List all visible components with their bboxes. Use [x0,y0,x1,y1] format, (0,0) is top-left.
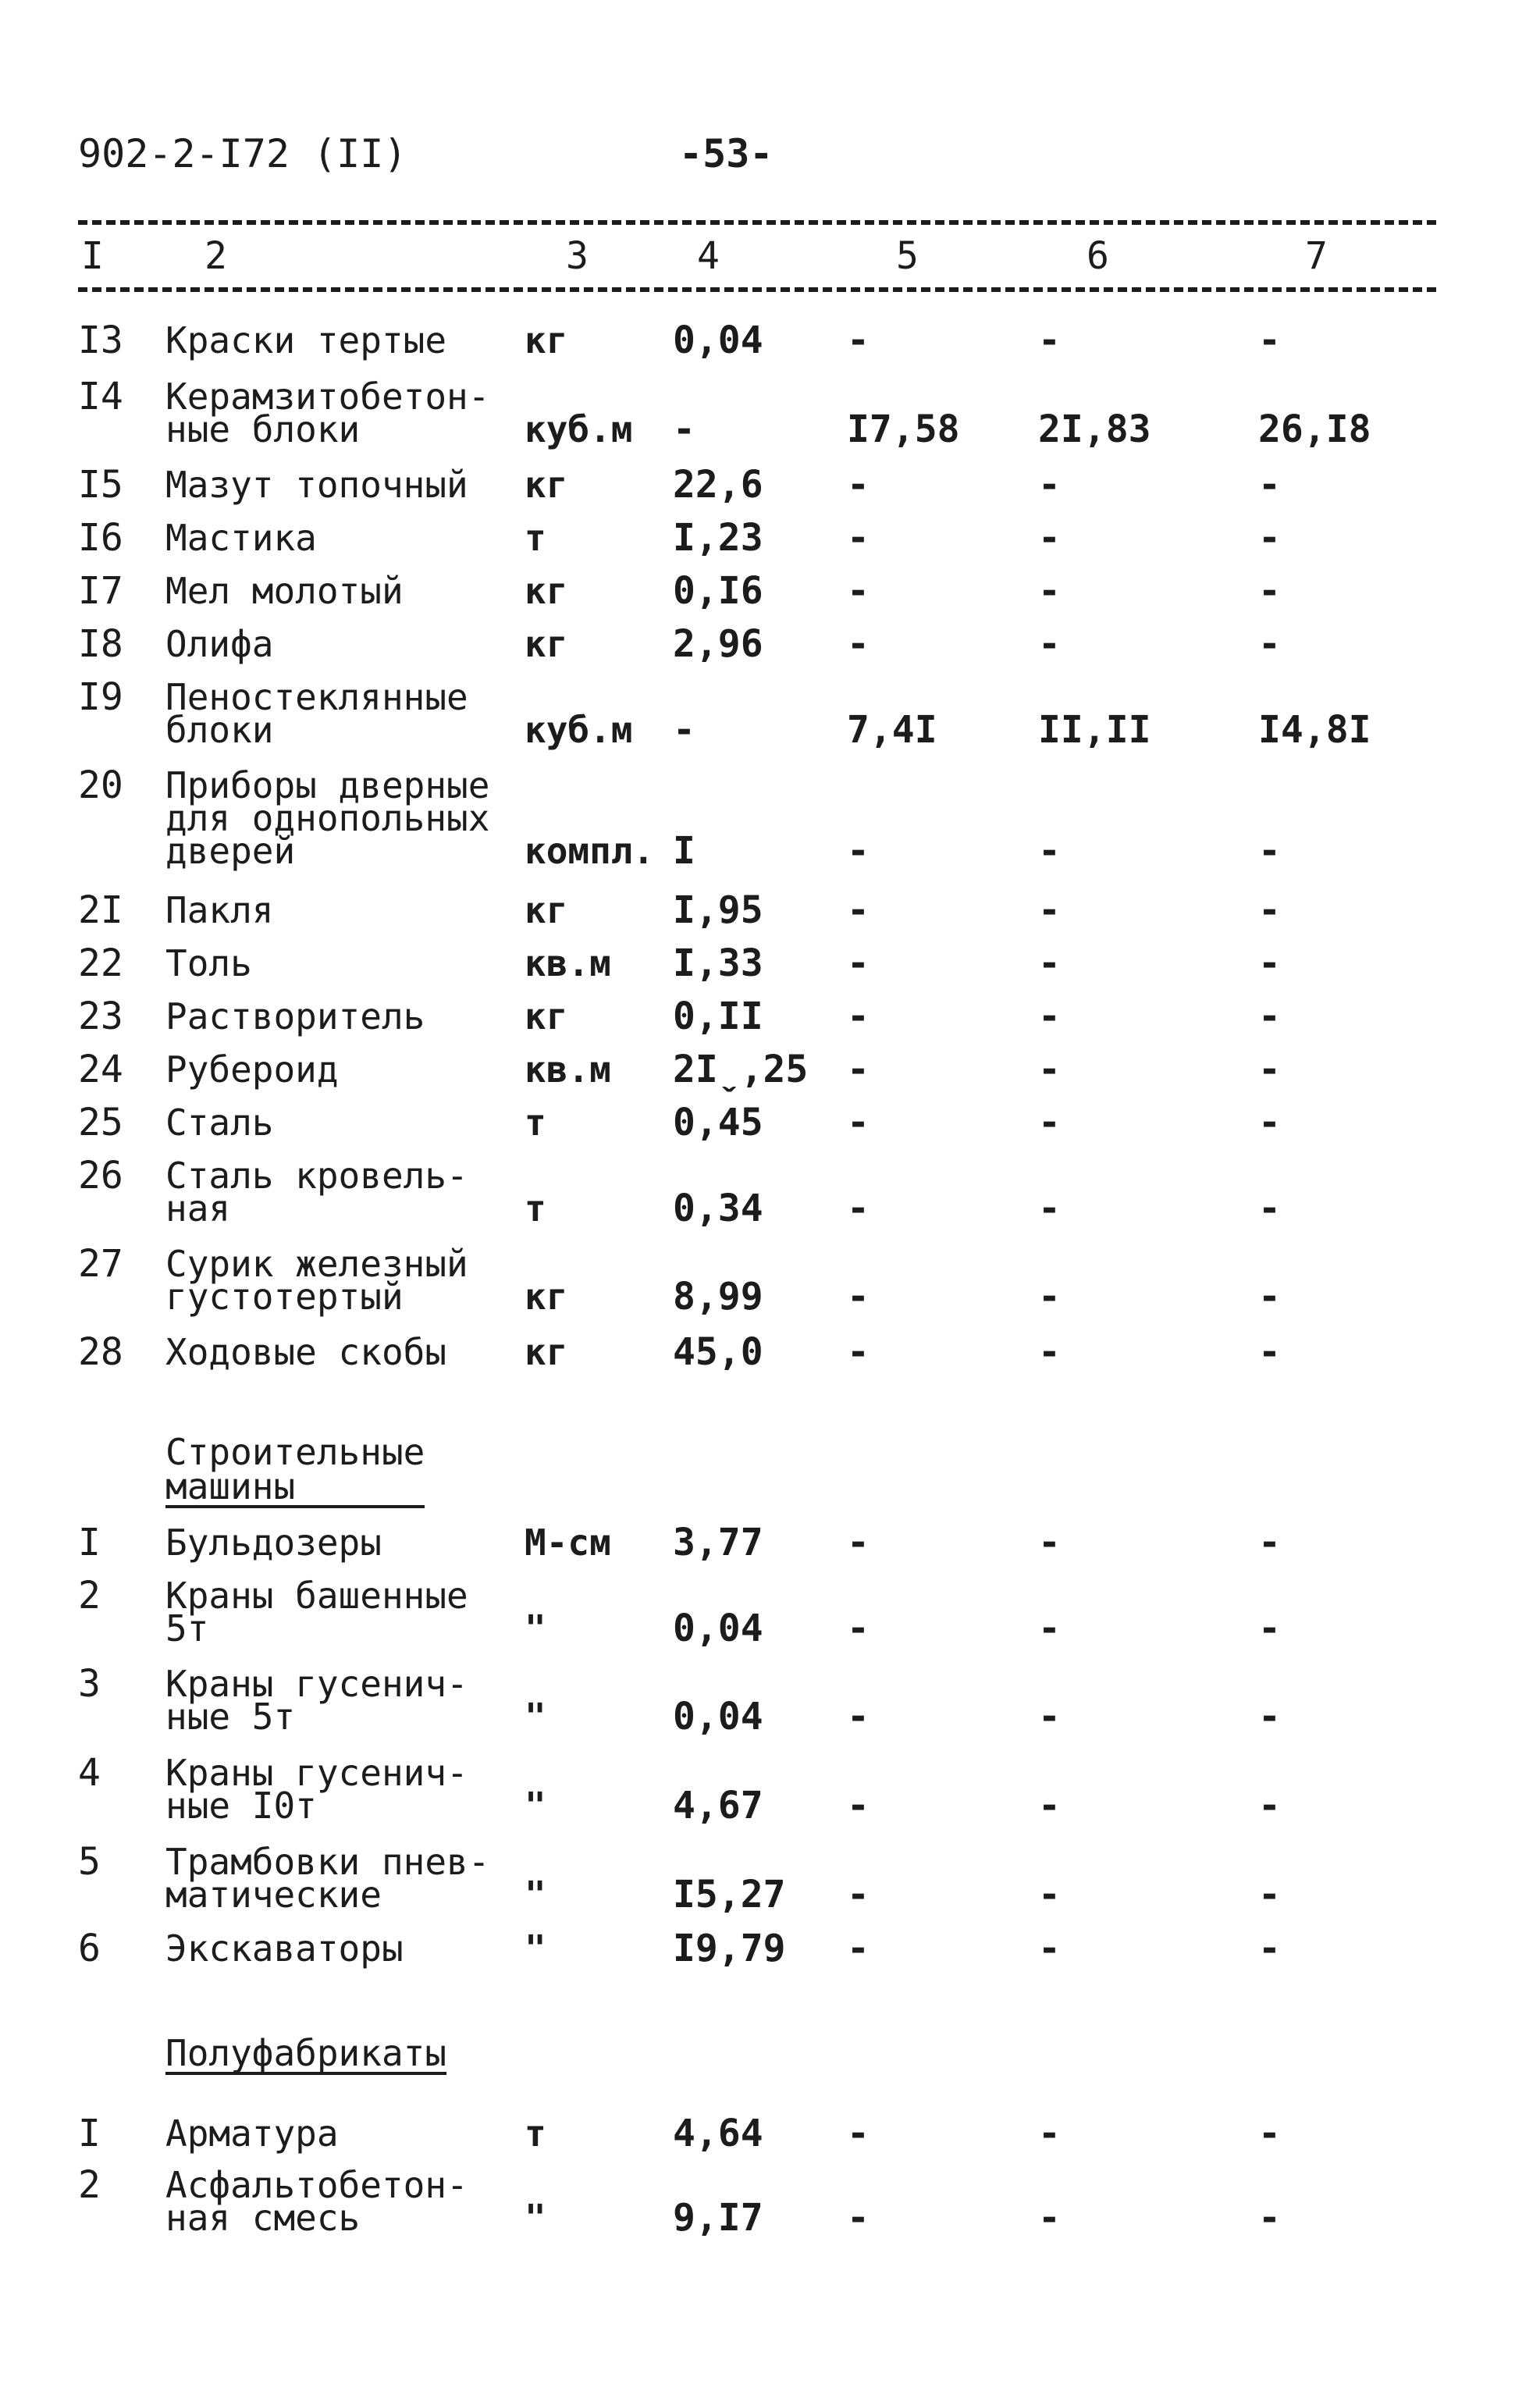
value-col-6: - [1038,319,1061,362]
item-name: Пеностеклянные блоки [165,676,468,751]
row-number: I4 [78,375,123,418]
unit: кг [525,889,568,931]
item-name: Мазут топочный [165,464,468,506]
row-number: 27 [78,1242,123,1286]
value-col-7: - [1258,2196,1281,2240]
row-number: 20 [78,763,123,807]
page-number: -53- [679,131,774,176]
value-col-4: - [673,407,695,451]
value-col-4: 3,77 [673,1521,763,1564]
value-col-6: - [1038,516,1061,560]
row-number: I6 [78,516,123,560]
value-col-6: - [1038,463,1061,507]
item-name: Олифа [165,623,274,665]
value-col-5: - [847,888,870,932]
value-col-7: - [1258,622,1281,666]
value-col-6: - [1038,995,1061,1038]
row-number: I3 [78,319,123,362]
item-name: Краски тертые [165,319,447,361]
row-number: 26 [78,1154,123,1198]
row-number: 4 [78,1751,101,1795]
value-col-7: - [1258,995,1281,1038]
value-col-4: 2,96 [673,622,763,666]
value-col-4: - [673,708,695,752]
col-header-6: 6 [1087,234,1109,278]
item-name: Пакля [165,889,274,931]
unit: кг [525,1276,568,1318]
value-col-7: - [1258,1187,1281,1230]
unit: т [525,517,546,559]
col-header-7: 7 [1305,234,1328,278]
item-name: Трамбовки пнев- матические [165,1841,490,1916]
item-name: Рубероид [165,1048,339,1091]
value-col-5: - [847,1187,870,1230]
value-col-7: 26,I8 [1258,407,1371,451]
value-col-4: 0,04 [673,319,763,362]
header-rule-bottom [78,287,1436,292]
col-header-2: 2 [205,234,227,278]
value-col-5: - [847,1927,870,1970]
value-col-6: 2I,83 [1038,407,1151,451]
value-col-4: 4,67 [673,1784,763,1827]
value-col-7: - [1258,1101,1281,1144]
unit: куб.м [525,709,633,751]
value-col-4: 2Iˬ,25 [673,1048,809,1091]
value-col-7: - [1258,941,1281,985]
value-col-4: 0,45 [673,1101,763,1144]
value-col-7: - [1258,319,1281,362]
value-col-7: - [1258,569,1281,613]
row-number: 22 [78,941,123,985]
value-col-5: - [847,516,870,560]
unit: кв.м [525,1048,611,1091]
unit: " [525,1607,546,1650]
value-col-4: 45,0 [673,1330,763,1374]
row-number: 5 [78,1840,101,1884]
unit: т [525,2112,546,2155]
value-col-6: - [1038,1521,1061,1564]
value-col-7: - [1258,1695,1281,1739]
value-col-7: - [1258,829,1281,873]
value-col-7: - [1258,1784,1281,1827]
unit: кв.м [525,942,611,984]
value-col-6: - [1038,1048,1061,1091]
row-number: 24 [78,1048,123,1091]
row-number: 2 [78,2163,101,2207]
section-title-machines: Строительные машины [165,1431,425,1507]
value-col-4: 0,I6 [673,569,763,613]
value-col-6: - [1038,2112,1061,2155]
value-col-4: 4,64 [673,2112,763,2155]
section-title-semifinished: Полуфабрикаты [165,2032,447,2074]
value-col-7: - [1258,1521,1281,1564]
value-col-5: - [847,1695,870,1739]
value-col-5: - [847,995,870,1038]
value-col-7: - [1258,2112,1281,2155]
row-number: 6 [78,1927,101,1970]
unit: т [525,1187,546,1230]
col-header-1: I [81,234,104,278]
row-number: 25 [78,1101,123,1144]
unit: кг [525,1331,568,1373]
value-col-6: - [1038,622,1061,666]
value-col-4: 9,I7 [673,2196,763,2240]
unit: " [525,1696,546,1738]
unit: компл. [525,830,655,872]
item-name: Краны гусенич- ные I0т [165,1752,468,1827]
value-col-6: II,II [1038,708,1151,752]
value-col-4: 8,99 [673,1275,763,1319]
item-name: Краны башенные 5т [165,1575,468,1650]
value-col-4: I5,27 [673,1873,786,1916]
item-name: Ходовые скобы [165,1331,447,1373]
row-number: I8 [78,622,123,666]
value-col-5: - [847,1101,870,1144]
unit: кг [525,319,568,361]
unit: М-см [525,1521,611,1564]
document-code: 902-2-I72 (II) [78,131,407,176]
value-col-4: I,23 [673,516,763,560]
value-col-5: I7,58 [847,407,960,451]
value-col-5: - [847,829,870,873]
value-col-6: - [1038,1873,1061,1916]
unit: т [525,1101,546,1144]
row-number: 23 [78,995,123,1038]
value-col-4: 0,34 [673,1187,763,1230]
value-col-7: - [1258,516,1281,560]
row-number: I9 [78,675,123,719]
row-number: 28 [78,1330,123,1374]
value-col-4: 0,04 [673,1695,763,1739]
value-col-6: - [1038,1607,1061,1650]
row-number: I [78,1521,101,1564]
value-col-5: 7,4I [847,708,937,752]
item-name: Толь [165,942,252,984]
value-col-5: - [847,1784,870,1827]
unit: кг [525,464,568,506]
value-col-4: 0,04 [673,1607,763,1650]
unit: " [525,1785,546,1827]
item-name: Краны гусенич- ные 5т [165,1663,468,1738]
value-col-6: - [1038,1101,1061,1144]
value-col-5: - [847,319,870,362]
unit: кг [525,570,568,612]
value-col-6: - [1038,1695,1061,1739]
value-col-5: - [847,1873,870,1916]
value-col-7: - [1258,463,1281,507]
value-col-5: - [847,569,870,613]
value-col-4: 0,II [673,995,763,1038]
value-col-5: - [847,1330,870,1374]
value-col-5: - [847,2112,870,2155]
row-number: 2 [78,1574,101,1618]
row-number: 2I [78,888,123,932]
value-col-6: - [1038,829,1061,873]
item-name: Сталь [165,1101,274,1144]
value-col-6: - [1038,1187,1061,1230]
col-header-3: 3 [566,234,589,278]
value-col-7: - [1258,1607,1281,1650]
col-header-5: 5 [896,234,919,278]
value-col-5: - [847,463,870,507]
unit: " [525,1927,546,1970]
header-rule-top [78,220,1436,225]
unit: " [525,1874,546,1916]
value-col-4: 22,6 [673,463,763,507]
item-name: Асфальтобетон- ная смесь [165,2164,468,2239]
value-col-4: I9,79 [673,1927,786,1970]
value-col-6: - [1038,1330,1061,1374]
value-col-7: - [1258,888,1281,932]
value-col-5: - [847,941,870,985]
row-number: I [78,2112,101,2155]
value-col-6: - [1038,569,1061,613]
row-number: I5 [78,463,123,507]
value-col-4: I,95 [673,888,763,932]
value-col-5: - [847,622,870,666]
value-col-6: - [1038,1927,1061,1970]
unit: кг [525,995,568,1037]
row-number: 3 [78,1662,101,1706]
item-name: Растворитель [165,995,425,1037]
row-number: I7 [78,569,123,613]
item-name: Приборы дверные для однопольных дверей [165,764,490,872]
value-col-4: I [673,829,695,873]
value-col-5: - [847,1275,870,1319]
value-col-7: - [1258,1048,1281,1091]
value-col-6: - [1038,1784,1061,1827]
value-col-5: - [847,1048,870,1091]
value-col-5: - [847,1607,870,1650]
unit: куб.м [525,408,633,450]
item-name: Сталь кровель- ная [165,1155,468,1230]
item-name: Мел молотый [165,570,404,612]
value-col-5: - [847,1521,870,1564]
item-name: Арматура [165,2112,339,2155]
value-col-7: - [1258,1330,1281,1374]
col-header-4: 4 [697,234,720,278]
value-col-4: I,33 [673,941,763,985]
value-col-7: - [1258,1873,1281,1916]
item-name: Керамзитобетон- ные блоки [165,375,490,450]
unit: " [525,2197,546,2239]
value-col-6: - [1038,1275,1061,1319]
item-name: Экскаваторы [165,1927,404,1970]
value-col-6: - [1038,941,1061,985]
item-name: Сурик железный густотертый [165,1243,468,1318]
value-col-7: I4,8I [1258,708,1371,752]
value-col-7: - [1258,1927,1281,1970]
value-col-6: - [1038,888,1061,932]
value-col-6: - [1038,2196,1061,2240]
item-name: Мастика [165,517,317,559]
unit: кг [525,623,568,665]
value-col-5: - [847,2196,870,2240]
value-col-7: - [1258,1275,1281,1319]
item-name: Бульдозеры [165,1521,382,1564]
